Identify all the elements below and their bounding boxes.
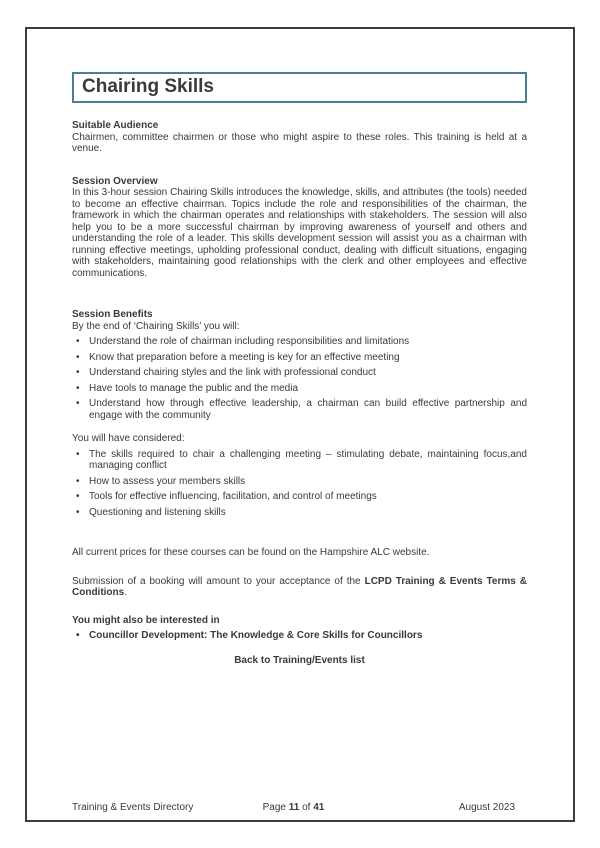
suitable-audience-body: Chairmen, committee chairmen or those who might aspire to these roles. This training is held at a venue. <box>72 131 527 154</box>
booking-text: Submission of a booking will amount to your acceptance of the <box>72 575 365 587</box>
footer-document-title: Training & Events Directory <box>72 801 194 813</box>
back-to-training-events-link[interactable]: Back to Training/Events list <box>234 654 365 666</box>
booking-text-end: . <box>124 587 127 598</box>
session-overview-body: In this 3-hour session Chairing Skills introduces the knowledge, skills, and attributes (the tools) needed to become an effective chairman. Topics include the role and responsibilities of the chairman, the framework in which the chairman operates and relationships with stakeholders. The session will also help you to be a more successful chairman by improving awareness of yourself and others and understanding the role of a leader. This skills development session will assist you as a chairman with running effective meetings, upholding professional conduct, dealing with difficult situations, engaging with stakeholders, maintaining good relationships with the clerk and other employees and effective communications. <box>72 187 527 279</box>
session-benefits-intro: By the end of ‘Chairing Skills’ you will: <box>72 320 240 332</box>
list-item: • Know that preparation before a meeting is key for an effective meeting <box>72 352 527 364</box>
page-footer <box>72 802 527 814</box>
list-item: • How to assess your members skills <box>72 476 527 488</box>
interested-list <box>72 630 527 642</box>
terms-conditions-text: LCPD Training & Events Terms & Conditions <box>72 575 528 598</box>
list-item: • Tools for effective influencing, facilitation, and control of meetings <box>72 491 527 503</box>
course-title-box <box>72 72 527 103</box>
page-content <box>27 29 573 666</box>
list-item: • The skills required to chair a challenging meeting – stimulating debate, maintaining focus,and managing conflict <box>72 449 527 472</box>
page-label: Page <box>262 801 289 813</box>
interested-heading: You might also be interested in <box>72 614 220 626</box>
page-border-frame <box>25 27 575 822</box>
footer-date: August 2023 <box>458 801 516 813</box>
session-benefits-heading: Session Benefits <box>72 309 153 320</box>
considered-intro: You will have considered: <box>72 433 185 444</box>
page-total: 41 <box>313 801 325 813</box>
list-item: • Understand how through effective leadership, a chairman can build effective partnership and engage with the community <box>72 398 527 421</box>
prices-note: All current prices for these courses can be found on the Hampshire ALC website. <box>72 547 430 558</box>
session-overview-heading: Session Overview <box>72 175 158 187</box>
list-item: • Have tools to manage the public and the media <box>72 383 527 395</box>
suitable-audience-heading: Suitable Audience <box>72 120 159 131</box>
booking-terms-paragraph <box>72 576 527 599</box>
session-benefits-list <box>72 336 527 421</box>
considered-list <box>72 449 527 519</box>
page-title: Chairing Skills <box>82 76 214 97</box>
of-label: of <box>299 801 314 813</box>
list-item: • Questioning and listening skills <box>72 507 527 519</box>
councillor-development-link[interactable]: • Councillor Development: The Knowledge & Core Skills for Councillors <box>72 630 527 642</box>
page-number: 11 <box>288 801 300 813</box>
list-item: • Understand chairing styles and the link with professional conduct <box>72 367 527 379</box>
list-item: • Understand the role of chairman including responsibilities and limitations <box>72 336 527 348</box>
footer-page-indicator <box>220 802 368 814</box>
